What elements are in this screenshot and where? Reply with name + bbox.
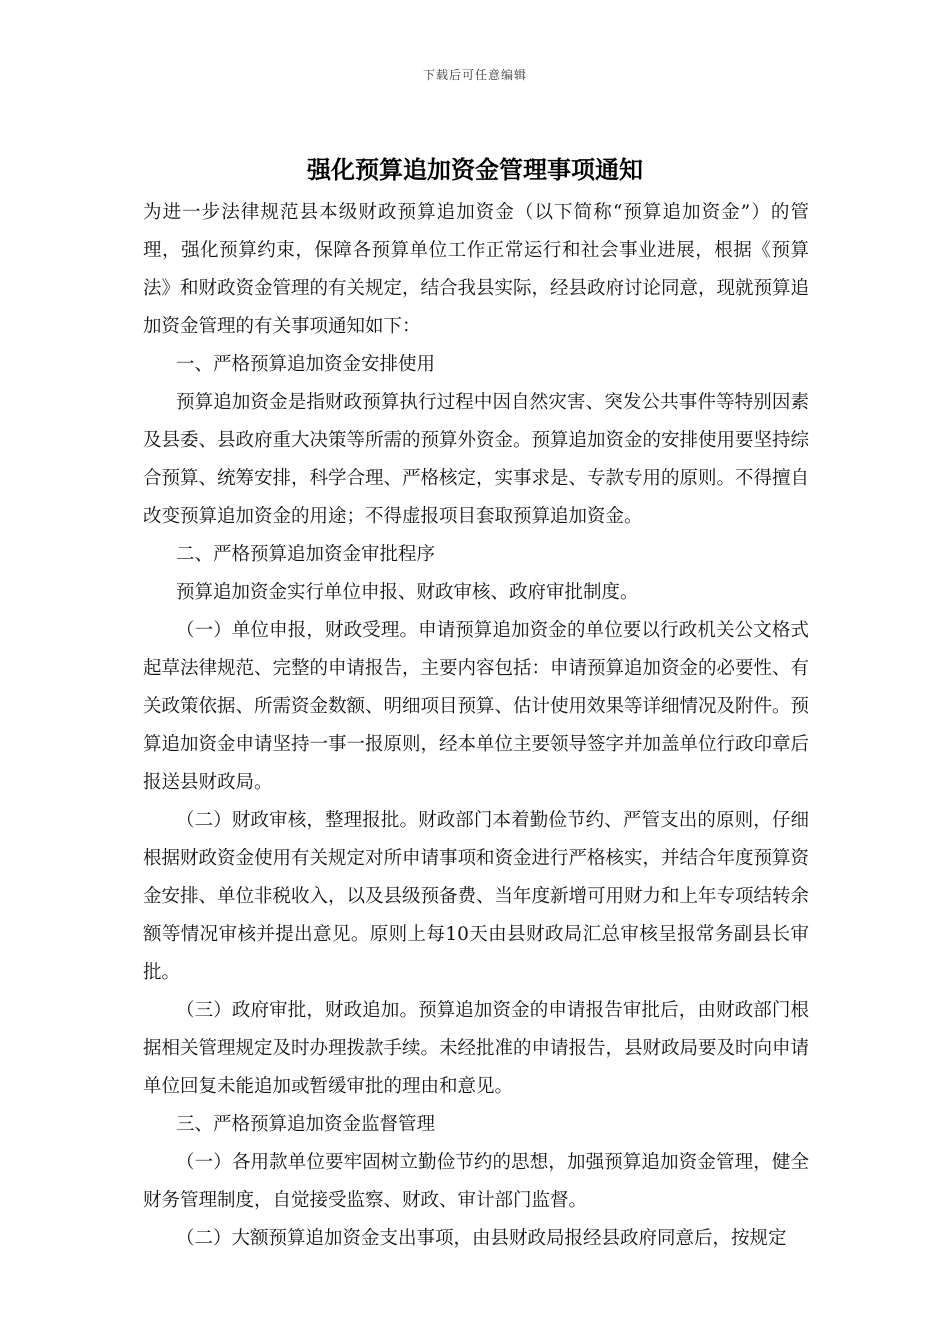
paragraph: （一）单位申报，财政受理。申请预算追加资金的单位要以行政机关公文格式起草法律规范、完整的申请报告，主要内容包括：申请预算追加资金的必要性、有关政策依据、所需资金数额、明细项目预算、估计使用效果等详细情况及附件。预算追加资金申请坚持一事一报原则，经本单位主要领导签字并加盖单位行政印章后报送县财政局。 [143,620,810,793]
paragraph: （一）各用款单位要牢固树立勤俭节约的思想，加强预算追加资金管理，健全财务管理制度，自觉接受监察、财政、审计部门监督。 [143,1152,809,1211]
section-heading-1: 一、严格预算追加资金安排使用 [176,354,436,375]
paragraph: （三）政府审批，财政追加。预算追加资金的申请报告审批后，由财政部门根据相关管理规定及时办理拨款手续。未经批准的申请报告，县财政局要及时向申请单位回复未能追加或暂缓审批的理由和意见。 [143,1000,810,1097]
paragraph: （二）大额预算追加资金支出事项，由县财政局报经县政府同意后，按规定 [176,1228,787,1249]
paragraph: 预算追加资金实行单位申报、财政审核、政府审批制度。 [176,582,639,603]
document-title: 强化预算追加资金管理事项通知 [307,155,643,184]
paragraph: 预算追加资金是指财政预算执行过程中因自然灾害、突发公共事件等特别因素及县委、县政府重大决策等所需的预算外资金。预算追加资金的安排使用要坚持综合预算、统筹安排，科学合理、严格核定，实事求是、专款专用的原则。不得擅自改变预算追加资金的用途；不得虚报项目套取预算追加资金。 [143,392,810,527]
section-heading-2: 二、严格预算追加资金审批程序 [176,544,436,565]
document-body [143,194,809,1258]
paragraph: （二）财政审核，整理报批。财政部门本着勤俭节约、严管支出的原则，仔细根据财政资金使用有关规定对所申请事项和资金进行严格核实，并结合年度预算资金安排、单位非税收入，以及县级预备费、当年度新增可用财力和上年专项结转余额等情况审核并提出意见。原则上每10天由县财政局汇总审核呈报常务副县长审批。 [143,810,810,983]
intro-paragraph: 为进一步法律规范县本级财政预算追加资金（以下简称“预算追加资金”）的管理，强化预算约束，保障各预算单位工作正常运行和社会事业进展，根据《预算法》和财政资金管理的有关规定，结合我县实际，经县政府讨论同意，现就预算追加资金管理的有关事项通知如下： [143,202,810,337]
section-heading-3: 三、严格预算追加资金监督管理 [176,1114,436,1135]
header-note: 下载后可任意编辑 [422,68,527,82]
